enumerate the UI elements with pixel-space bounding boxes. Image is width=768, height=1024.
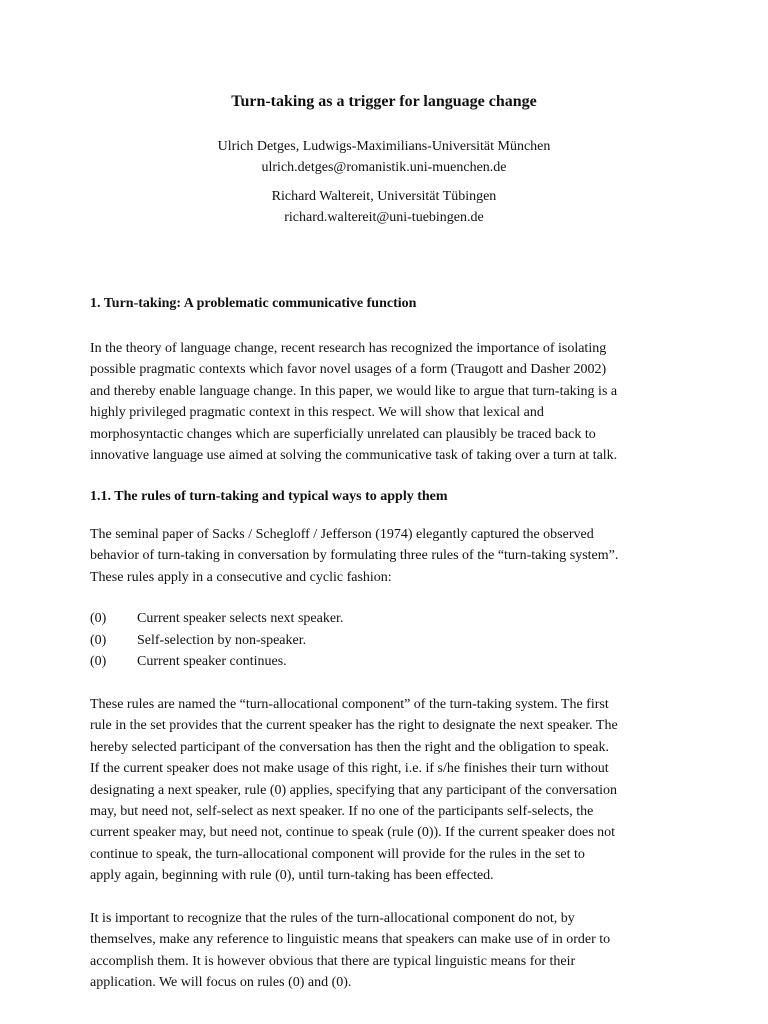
author-2-affiliation: Richard Waltereit, Universität Tübingen <box>271 189 497 204</box>
rule-text: Current speaker selects next speaker. <box>137 611 344 626</box>
text-line: themselves, make any reference to linguistic means that speakers can make use of in order to <box>90 932 611 948</box>
section-1-heading: 1. Turn-taking: A problematic communicative function <box>90 296 417 311</box>
text-line: rule in the set provides that the current speaker has the right to designate the next speaker. The <box>90 718 618 734</box>
text-line: The seminal paper of Sacks / Schegloff / Jefferson (1974) elegantly captured the observed <box>90 527 594 542</box>
paper-title: Turn-taking as a trigger for language change <box>231 93 537 110</box>
text-line: morphosyntactic changes which are superficially unrelated can plausibly be traced back to <box>90 426 596 442</box>
text-line: accomplish them. It is however obvious that there are typical linguistic means for their <box>90 953 576 969</box>
rule-text: Current speaker continues. <box>137 654 287 669</box>
rule-number: (0) <box>90 632 107 648</box>
text-line: behavior of turn-taking in conversation by formulating three rules of the “turn-taking system”. <box>90 548 619 564</box>
rule-number: (0) <box>90 654 107 669</box>
text-line: application. We will focus on rules (0) and (0). <box>90 975 352 991</box>
author-1-email: ulrich.detges@romanistik.uni-muenchen.de <box>261 160 507 175</box>
text-line: It is important to recognize that the rules of the turn-allocational component do not, by <box>90 911 575 926</box>
text-line: continue to speak, the turn-allocational component will provide for the rules in the set to <box>90 846 585 862</box>
text-line: apply again, beginning with rule (0), until turn-taking has been effected. <box>90 868 494 884</box>
rule-item <box>90 651 690 673</box>
text-line: If the current speaker does not make usage of this right, i.e. if s/he finishes their turn without <box>90 761 609 777</box>
text-line: and thereby enable language change. In this paper, we would like to argue that turn-taking is a <box>90 383 618 399</box>
rule-item <box>90 608 690 630</box>
text-line: may, but need not, self-select as next speaker. If no one of the participants self-selects, the <box>90 804 594 820</box>
text-line: designating a next speaker, rule (0) applies, specifying that any participant of the conversation <box>90 782 617 798</box>
rule-text: Self-selection by non-speaker. <box>137 632 307 648</box>
text-line: These rules apply in a consecutive and cyclic fashion: <box>90 569 392 585</box>
turn-taking-rules-list <box>90 608 690 673</box>
text-line: These rules are named the “turn-allocational component” of the turn-taking system. The first <box>90 697 609 712</box>
section-1-paragraph-1 <box>90 338 690 466</box>
rule-number: (0) <box>90 611 107 626</box>
author-2-email: richard.waltereit@uni-tuebingen.de <box>284 210 484 225</box>
text-line: hereby selected participant of the conversation has then the right and the obligation to speak. <box>90 739 609 755</box>
section-1-1-paragraph-3 <box>90 908 690 994</box>
section-1-1-paragraph-1 <box>90 524 690 588</box>
text-line: highly privileged pragmatic context in this respect. We will show that lexical and <box>90 405 544 421</box>
text-line: In the theory of language change, recent research has recognized the importance of isolating <box>90 341 607 356</box>
section-1-1-heading: 1.1. The rules of turn-taking and typical ways to apply them <box>90 489 448 504</box>
text-line: innovative language use aimed at solving the communicative task of taking over a turn at talk. <box>90 448 618 464</box>
text-line: possible pragmatic contexts which favor novel usages of a form (Traugott and Dasher 2002) <box>90 362 607 378</box>
rule-item <box>90 630 690 652</box>
author-1-affiliation: Ulrich Detges, Ludwigs-Maximilians-Universität München <box>217 139 551 154</box>
section-1-1-paragraph-2 <box>90 694 690 887</box>
text-line: current speaker may, but need not, continue to speak (rule (0)). If the current speaker does not <box>90 825 616 841</box>
